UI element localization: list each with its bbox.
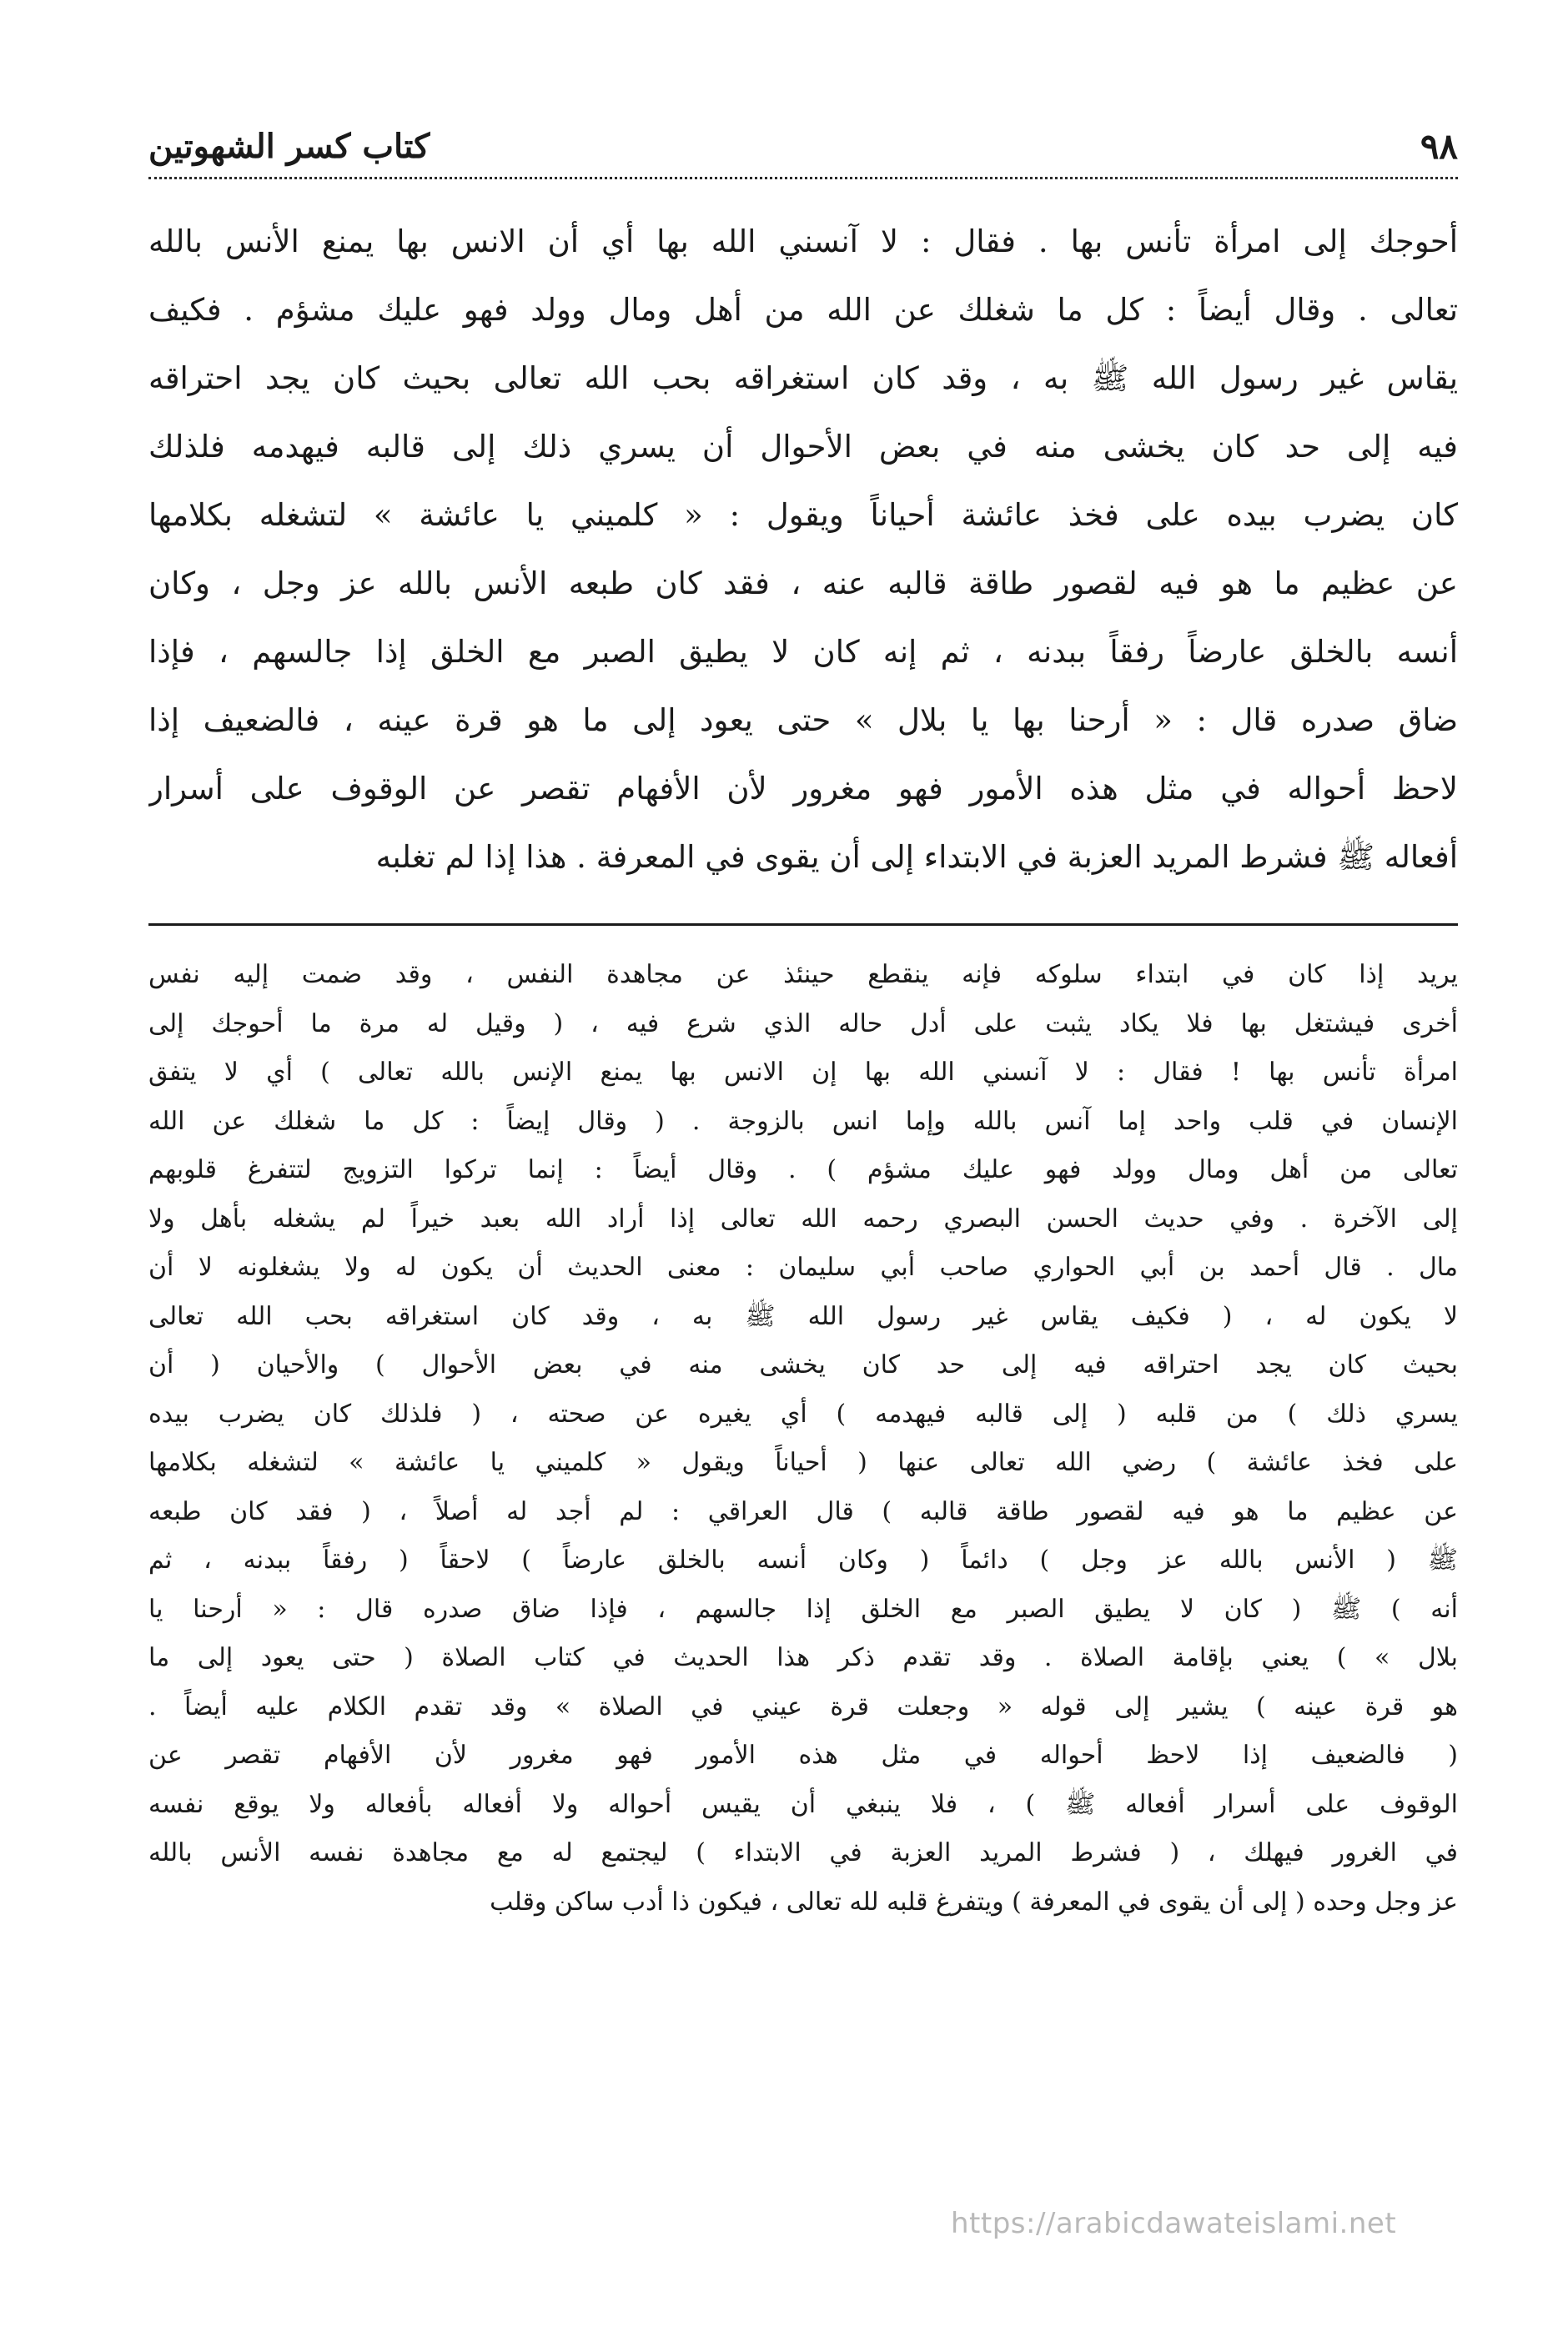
main-text-line: ضاق صدره قال : « أرحنا بها يا بلال » حتى يعود إلى ما هو قرة عينه ، فالضعيف إذا — [148, 702, 1458, 738]
commentary-line: أنه ) ﷺ ( كان لا يطيق الصبر مع الخلق إذا جالسهم ، فإذا ضاق صدره قال : « أرحنا يا — [148, 1594, 1458, 1624]
commentary-line: على فخذ عائشة ) رضي الله تعالى عنها ( أحياناً ويقول « كلميني يا عائشة » لتشغله بكلامها — [148, 1448, 1458, 1477]
page-number: ٩٨ — [1405, 129, 1458, 164]
commentary-line: عز وجل وحده ( إلى أن يقوى في المعرفة ) ويتفرغ قلبه لله تعالى ، فيكون ذا أدب ساكن وقلب — [490, 1887, 1458, 1917]
main-text-line: أحوجك إلى امرأة تأنس بها . فقال : لا آنسني الله بها أي أن الانس بها يمنع الأنس بالله — [148, 224, 1458, 259]
commentary-line: تعالى من أهل ومال وولد فهو عليك مشؤم ) . وقال أيضاً : إنما تركوا التزويج لتتفرغ قلوبهم — [148, 1155, 1458, 1184]
main-text-line: تعالى . وقال أيضاً : كل ما شغلك عن الله من أهل ومال وولد فهو عليك مشؤم . فكيف — [148, 292, 1458, 328]
watermark-url: https://arabicdawateislami.net — [951, 2207, 1397, 2240]
commentary-line: الوقوف على أسرار أفعاله ﷺ ) ، فلا ينبغي أن يقيس أحواله ولا أفعاله بأفعاله ولا يوقع نفسه — [148, 1789, 1458, 1819]
commentary-line: أخرى فيشتغل بها فلا يكاد يثبت على أدل حاله الذي شرع فيه ، ( وقيل له مرة ما أحوجك إلى — [148, 1008, 1458, 1038]
main-text-line: كان يضرب بيده على فخذ عائشة أحياناً ويقول : « كلميني يا عائشة » لتشغله بكلامها — [148, 497, 1458, 533]
commentary-line: الإنسان في قلب واحد إما آنس بالله وإما انس بالزوجة . ( وقال إيضاً : كل ما شغلك عن الله — [148, 1106, 1458, 1136]
main-text-line: يقاس غير رسول الله ﷺ به ، وقد كان استغراقه بحب الله تعالى بحيث كان يجد احتراقه — [148, 360, 1458, 396]
commentary-text — [148, 951, 1458, 1927]
book-page — [148, 117, 1458, 2252]
commentary-line: هو قرة عينه ) يشير إلى قوله « وجعلت قرة عيني في الصلاة » وقد تقدم الكلام عليه أيضاً . — [148, 1691, 1458, 1721]
main-text-line: عن عظيم ما هو فيه لقصور طاقة قالبه عنه ، فقد كان طبعه الأنس بالله عز وجل ، وكان — [148, 565, 1458, 601]
commentary-line: عن عظيم ما هو فيه لقصور طاقة قالبه ) قال العراقي : لم أجد له أصلاً ، ( فقد كان طبعه — [148, 1496, 1458, 1526]
main-text-line: أفعاله ﷺ فشرط المريد العزبة في الابتداء إلى أن يقوى في المعرفة . هذا إذا لم تغلبه — [375, 839, 1458, 875]
main-text-line: لاحظ أحواله في مثل هذه الأمور فهو مغرور لأن الأفهام تقصر عن الوقوف على أسرار — [148, 771, 1458, 807]
commentary-line: إلى الآخرة . وفي حديث الحسن البصري رحمه الله تعالى إذا أراد الله بعبد خيراً لم يشغله بأهل ولا — [148, 1204, 1458, 1234]
main-text — [148, 208, 1458, 892]
commentary-line: بلال » ) يعني بإقامة الصلاة . وقد تقدم ذكر هذا الحديث في كتاب الصلاة ( حتى يعود إلى ما — [148, 1643, 1458, 1672]
commentary-line: يسري ذلك ) من قلبه ( إلى قالبه فيهدمه ) أي يغيره عن صحته ، ( فلذلك كان يضرب بيده — [148, 1399, 1458, 1429]
commentary-line: لا يكون له ، ( فكيف يقاس غير رسول الله ﷺ به ، وقد كان استغراقه بحب الله تعالى — [148, 1301, 1458, 1331]
main-text-line: فيه إلى حد كان يخشى منه في بعض الأحوال أن يسري ذلك إلى قالبه فيهدمه فلذلك — [148, 429, 1458, 465]
commentary-line: مال . قال أحمد بن أبي الحواري صاحب أبي سليمان : معنى الحديث أن يكون له ولا يشغلونه لا أن — [148, 1253, 1458, 1282]
commentary-line: بحيث كان يجد احتراقه فيه إلى حد كان يخشى منه في بعض الأحوال ) والأحيان ( أن — [148, 1350, 1458, 1380]
commentary-line: في الغرور فيهلك ، ( فشرط المريد العزبة في الابتداء ) ليجتمع له مع مجاهدة نفسه الأنس بالله — [148, 1838, 1458, 1867]
book-title: كتاب كسر الشهوتين — [148, 130, 445, 163]
page-header — [148, 117, 1458, 179]
commentary-line: امرأة تأنس بها ! فقال : لا آنسني الله بها إن الانس بها يمنع الإنس بالله تعالى ) أي لا يتفق — [148, 1058, 1458, 1087]
commentary-line: ( فالضعيف إذا لاحظ أحواله في مثل هذه الأمور فهو مغرور لأن الأفهام تقصر عن — [148, 1741, 1458, 1770]
commentary-line: يريد إذا كان في ابتداء سلوكه فإنه ينقطع حينئذ عن مجاهدة النفس ، وقد ضمت إليه نفس — [148, 960, 1458, 989]
main-text-line: أنسه بالخلق عارضاً رفقاً ببدنه ، ثم إنه كان لا يطيق الصبر مع الخلق إذا جالسهم ، فإذا — [148, 634, 1458, 670]
commentary-line: ﷺ ( الأنس بالله عز وجل ) دائماً ( وكان أنسه بالخلق عارضاً ) لاحقاً ( رفقاً ببدنه ، ثم — [148, 1545, 1458, 1575]
section-divider — [148, 923, 1458, 926]
